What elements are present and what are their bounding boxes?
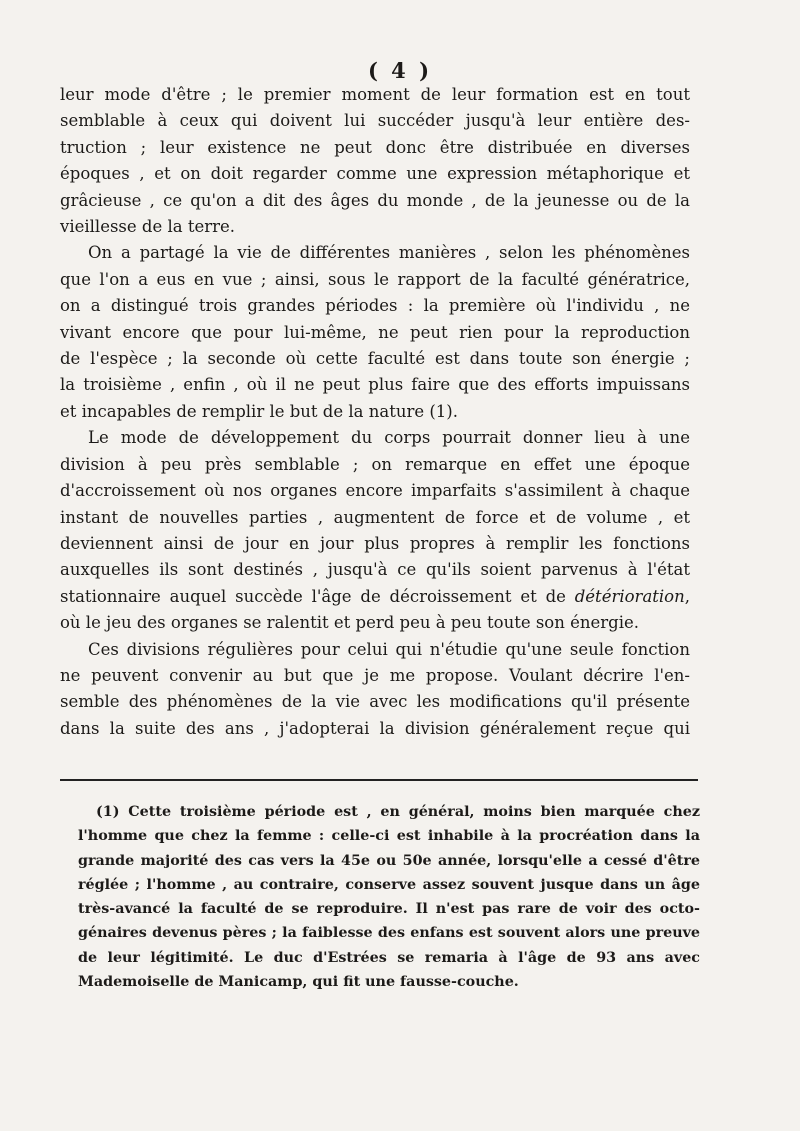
paragraph-3: [60, 425, 690, 636]
footnote: [78, 800, 700, 994]
footnote-line: Mademoiselle de Manicamp, qui fit une fausse-couche.: [78, 974, 519, 991]
emphasized-word: détérioration: [574, 586, 685, 606]
text-line: stationnaire auquel succède l'âge de décroissement et de détérioration,: [60, 586, 690, 606]
text-line: d'accroissement où nos organes encore imparfaits s'assimilent à chaque: [60, 481, 690, 501]
text-line: auxquelles ils sont destinés , jusqu'à ce qu'ils soient parvenus à l'état: [60, 560, 690, 580]
text-line: la troisième , enfin , où il ne peut plus faire que des efforts impuissans: [60, 375, 690, 395]
text-line: deviennent ainsi de jour en jour plus propres à remplir les fonctions: [60, 533, 690, 553]
paragraph-1: [60, 82, 690, 240]
footnote-divider: [60, 779, 698, 781]
paragraph-2: [60, 240, 690, 425]
paragraph-4: [60, 637, 690, 743]
text-line: et incapables de remplir le but de la nature (1).: [60, 401, 458, 421]
text-line: instant de nouvelles parties , augmentent de force et de volume , et: [60, 507, 690, 527]
body-text: [60, 82, 690, 742]
text-line: de l'espèce ; la seconde où cette faculté est dans toute son énergie ;: [60, 349, 690, 369]
text-line: semblable à ceux qui doivent lui succéder jusqu'à leur entière des-: [60, 111, 690, 131]
text-line: où le jeu des organes se ralentit et perd peu à peu toute son énergie.: [60, 613, 639, 633]
footnote-line: de leur légitimité. Le duc d'Estrées se remaria à l'âge de 93 ans avec: [78, 949, 700, 966]
footnote-line: (1) Cette troisième période est , en général, moins bien marquée chez: [96, 804, 700, 820]
text-line: division à peu près semblable ; on remarque en effet une époque: [60, 454, 690, 474]
text-line: époques , et on doit regarder comme une expression métaphorique et: [60, 164, 690, 184]
text-line: leur mode d'être ; le premier moment de leur formation est en tout: [60, 85, 690, 104]
footnote-line: réglée ; l'homme , au contraire, conserve assez souvent jusque dans un âge: [78, 876, 700, 893]
footnote-line: grande majorité des cas vers la 45e ou 50e année, lorsqu'elle a cessé d'être: [78, 852, 700, 869]
text-line: vieillesse de la terre.: [60, 217, 236, 237]
text-line: On a partagé la vie de différentes manières , selon les phénomènes: [88, 243, 690, 263]
footnote-line: l'homme que chez la femme : celle-ci est inhabile à la procréation dans la: [78, 828, 700, 845]
page-number: ( 4 ): [367, 58, 433, 83]
text-line: dans la suite des ans , j'adopterai la division généralement reçue qui: [60, 718, 690, 738]
text-line: Ces divisions régulières pour celui qui n'étudie qu'une seule fonction: [88, 639, 690, 659]
text-line: Le mode de développement du corps pourrait donner lieu à une: [88, 428, 690, 448]
text-line: grâcieuse , ce qu'on a dit des âges du monde , de la jeunesse ou de la: [60, 190, 690, 210]
text-line: truction ; leur existence ne peut donc être distribuée en diverses: [60, 137, 690, 157]
text-line: ne peuvent convenir au but que je me propose. Voulant décrire l'en-: [60, 665, 690, 685]
text-line: vivant encore que pour lui-même, ne peut rien pour la reproduction: [60, 322, 690, 342]
footnote-line: très-avancé la faculté de se reproduire. Il n'est pas rare de voir des octo-: [78, 901, 700, 918]
text-line: on a distingué trois grandes périodes : la première où l'individu , ne: [60, 296, 690, 316]
text-line: que l'on a eus en vue ; ainsi, sous le rapport de la faculté génératrice,: [60, 269, 690, 289]
footnote-line: génaires devenus pères ; la faiblesse des enfans est souvent alors une preuve: [78, 925, 700, 942]
text-line: semble des phénomènes de la vie avec les modifications qu'il présente: [60, 692, 690, 712]
